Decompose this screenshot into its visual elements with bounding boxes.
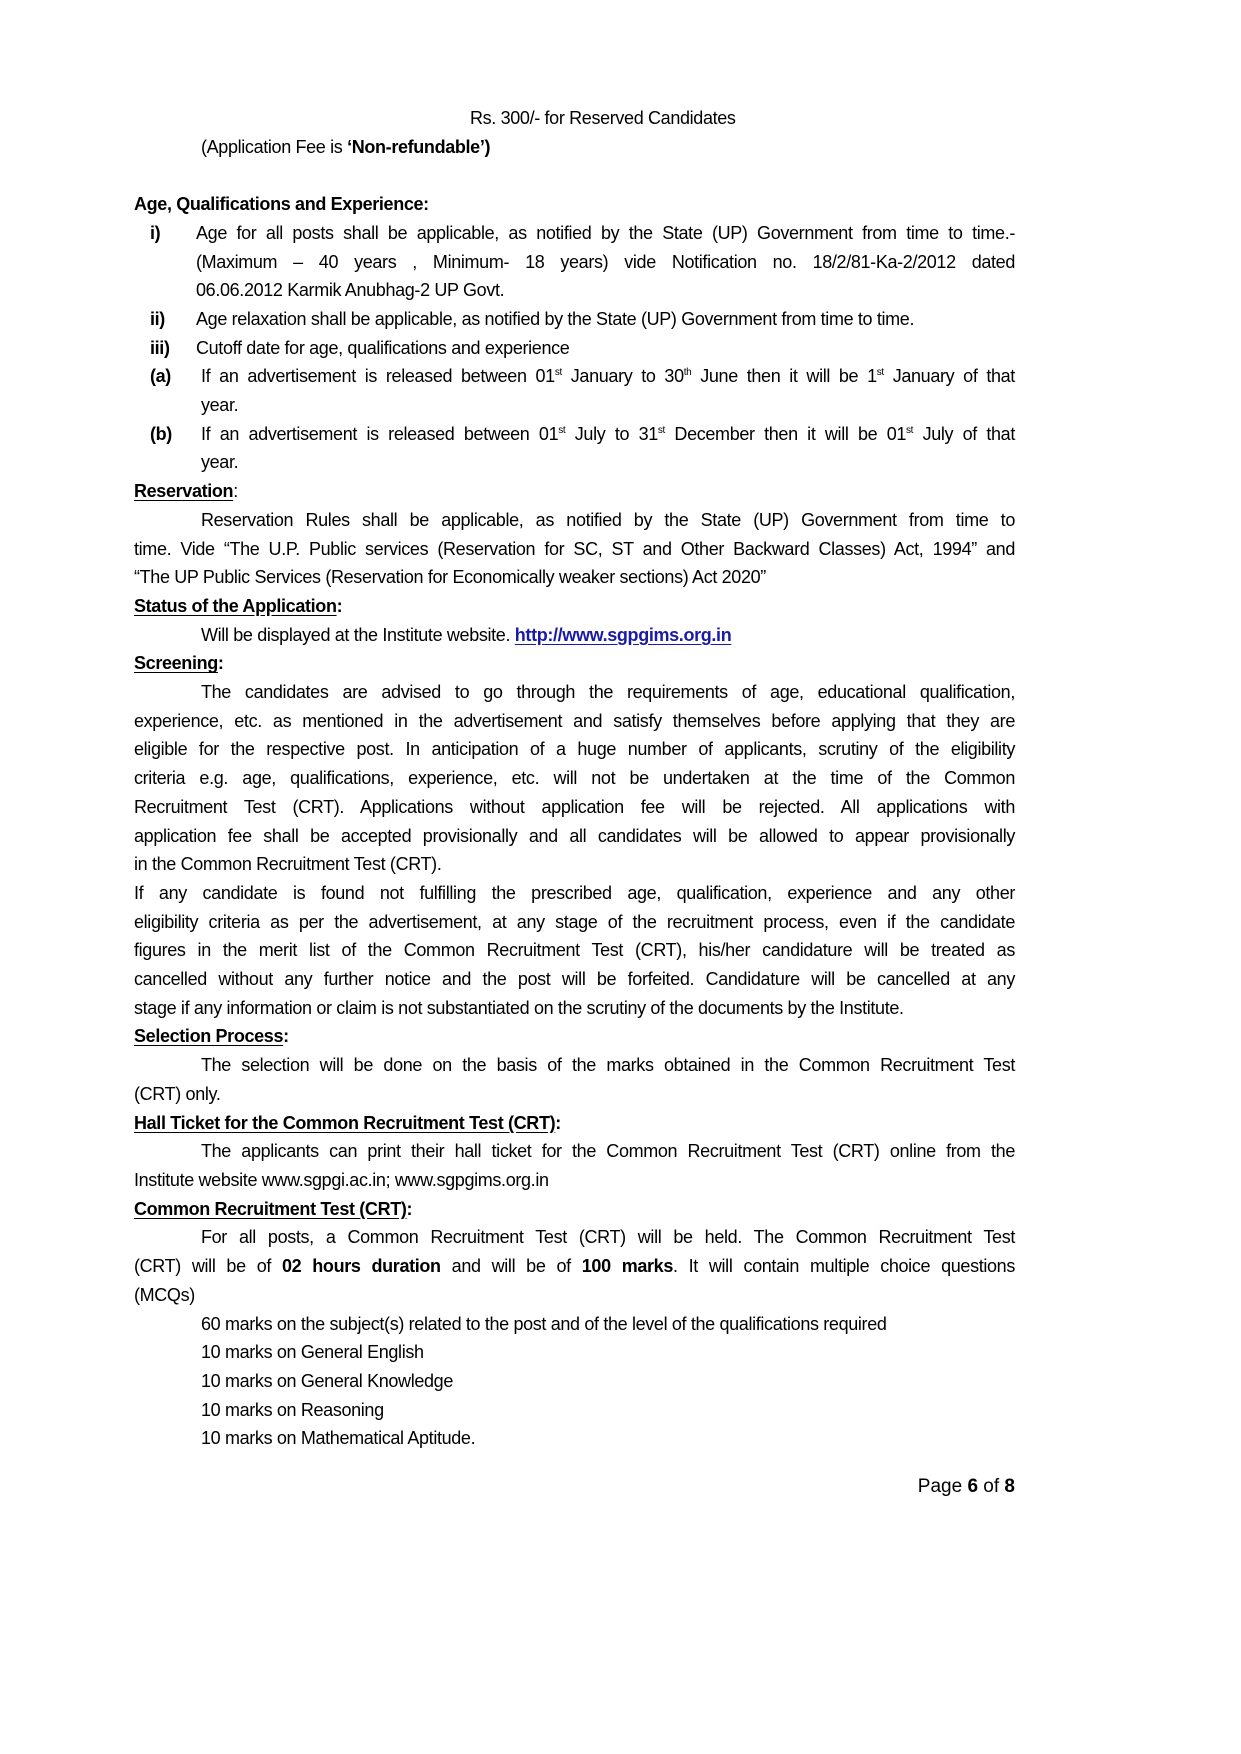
screening-text: cancelled without any further notice and the post will be forfeited. Candidature will be cancelled at any bbox=[134, 969, 1015, 990]
list-marker: i) bbox=[150, 222, 161, 243]
institute-website-link[interactable]: http://www.sgpgims.org.in bbox=[514, 624, 732, 645]
crt-text: (MCQs) bbox=[134, 1284, 195, 1305]
fee-reserved-line: Rs. 300/- for Reserved Candidates bbox=[470, 108, 736, 128]
ordinal: st bbox=[876, 367, 884, 379]
document-page bbox=[134, 104, 1015, 1453]
list-text: Cutoff date for age, qualifications and experience bbox=[196, 337, 570, 358]
marks-item: 60 marks on the subject(s) related to the post and of the level of the qualifications required bbox=[201, 1313, 887, 1334]
status-text-run: Will be displayed at the Institute website. bbox=[201, 624, 515, 645]
text-run: December then it will be 01 bbox=[664, 423, 907, 444]
list-marker: (b) bbox=[150, 423, 172, 444]
total-pages: 8 bbox=[1004, 1476, 1015, 1497]
selection-text: The selection will be done on the basis of the marks obtained in the Common Recruitment Test bbox=[201, 1055, 1015, 1076]
heading-colon: : bbox=[336, 595, 343, 616]
screening-heading: Screening bbox=[134, 653, 218, 674]
list-text: 06.06.2012 Karmik Anubhag-2 UP Govt. bbox=[196, 280, 505, 301]
screening-text: eligibility criteria as per the advertisement, at any stage of the recruitment process, even if the candidate bbox=[134, 911, 1015, 932]
text-run: and will be of bbox=[440, 1256, 582, 1277]
screening-text: Recruitment Test (CRT). Applications without application fee will be rejected. All applications with bbox=[134, 796, 1015, 817]
list-text bbox=[201, 420, 1015, 449]
hall-ticket-text: The applicants can print their hall ticket for the Common Recruitment Test (CRT) online from the bbox=[201, 1141, 1015, 1162]
current-page: 6 bbox=[967, 1476, 979, 1497]
fee-note bbox=[134, 133, 1015, 162]
cutoff-item-a bbox=[134, 362, 1015, 419]
crt-total-marks: 100 marks bbox=[581, 1256, 673, 1277]
hall-ticket-text: Institute website www.sgpgi.ac.in; www.sgpgims.org.in bbox=[134, 1170, 549, 1190]
list-text: year. bbox=[201, 452, 239, 473]
marks-item: 10 marks on General English bbox=[201, 1342, 424, 1363]
heading-colon: : bbox=[283, 1026, 289, 1047]
text-run: July to 31 bbox=[565, 423, 658, 444]
text-run: January to 30 bbox=[561, 366, 684, 387]
reservation-heading-row bbox=[134, 477, 1015, 506]
fee-note-prefix: (Application Fee is bbox=[201, 136, 348, 157]
heading-colon: : bbox=[555, 1112, 561, 1133]
marks-item: 10 marks on Mathematical Aptitude. bbox=[201, 1428, 476, 1449]
fee-non-refundable: ‘Non-refundable’) bbox=[347, 136, 491, 157]
age-item-ii bbox=[134, 305, 1015, 334]
age-item-i bbox=[134, 219, 1015, 305]
text-run: . It will contain multiple choice questions bbox=[673, 1256, 1015, 1277]
ordinal: st bbox=[554, 367, 562, 379]
screening-heading-row bbox=[134, 649, 1015, 678]
screening-text: figures in the merit list of the Common Recruitment Test (CRT), his/her candidature will be treated as bbox=[134, 940, 1015, 961]
reservation-text: Reservation Rules shall be applicable, as notified by the State (UP) Government from time to bbox=[201, 509, 1015, 530]
text-run: June then it will be 1 bbox=[691, 366, 877, 387]
list-text bbox=[201, 362, 1015, 391]
list-marker: ii) bbox=[150, 308, 165, 329]
hall-ticket-heading: Hall Ticket for the Common Recruitment Test (CRT) bbox=[134, 1112, 556, 1133]
list-text: year. bbox=[201, 395, 239, 416]
screening-text: If any candidate is found not fulfilling the prescribed age, qualification, experience and any other bbox=[134, 882, 1015, 903]
ordinal: th bbox=[683, 367, 692, 379]
reservation-text: “The UP Public Services (Reservation for Economically weaker sections) Act 2020” bbox=[134, 567, 766, 588]
marks-item: 10 marks on General Knowledge bbox=[201, 1370, 454, 1391]
heading-colon: : bbox=[217, 653, 224, 674]
screening-text: experience, etc. as mentioned in the advertisement and satisfy themselves before applying that they are bbox=[134, 710, 1015, 731]
selection-text: (CRT) only. bbox=[134, 1083, 221, 1104]
list-text: Age for all posts shall be applicable, as notified by the State (UP) Government from time to time.- bbox=[196, 222, 1015, 243]
list-text: (Maximum – 40 years , Minimum- 18 years) vide Notification no. 18/2/81-Ka-2/2012 dated bbox=[196, 251, 1015, 272]
heading-colon: : bbox=[406, 1198, 413, 1219]
cutoff-item-b bbox=[134, 420, 1015, 477]
screening-text: application fee shall be accepted provisionally and all candidates will be allowed to appear provisionally bbox=[134, 825, 1015, 846]
text-run: If an advertisement is released between 01 bbox=[201, 423, 559, 444]
list-marker: (a) bbox=[150, 366, 171, 387]
reservation-text: time. Vide “The U.P. Public services (Reservation for SC, ST and Other Backward Classes) Act, 1994” and bbox=[134, 538, 1015, 559]
ordinal: st bbox=[558, 424, 566, 436]
marks-breakdown-list bbox=[134, 1310, 1015, 1454]
crt-text: For all posts, a Common Recruitment Test (CRT) will be held. The Common Recruitment Test bbox=[201, 1227, 1015, 1248]
ordinal: st bbox=[906, 424, 914, 436]
text-run: July of that bbox=[913, 423, 1015, 444]
spacer bbox=[134, 161, 1015, 190]
page-of: of bbox=[978, 1476, 1005, 1497]
crt-heading: Common Recruitment Test (CRT) bbox=[134, 1198, 407, 1219]
text-run: (CRT) will be of bbox=[134, 1256, 282, 1277]
screening-text: The candidates are advised to go through the requirements of age, educational qualification, bbox=[201, 682, 1015, 703]
age-item-iii bbox=[134, 334, 1015, 363]
text-run: If an advertisement is released between 01 bbox=[201, 366, 555, 387]
screening-text: in the Common Recruitment Test (CRT). bbox=[134, 854, 442, 875]
selection-heading-row bbox=[134, 1022, 1015, 1051]
list-text: Age relaxation shall be applicable, as notified by the State (UP) Government from time to time. bbox=[196, 308, 915, 329]
reservation-heading: Reservation bbox=[134, 481, 234, 502]
heading-colon: : bbox=[233, 481, 238, 502]
marks-item: 10 marks on Reasoning bbox=[201, 1399, 384, 1420]
status-heading-row bbox=[134, 592, 1015, 621]
status-heading: Status of the Application bbox=[134, 595, 337, 616]
status-text bbox=[134, 621, 1015, 650]
ordinal: st bbox=[657, 424, 665, 436]
screening-text: criteria e.g. age, qualifications, experience, etc. will not be undertaken at the time of the Common bbox=[134, 768, 1015, 789]
screening-text: eligible for the respective post. In anticipation of a huge number of applicants, scrutiny of the eligibility bbox=[134, 739, 1015, 760]
page-prefix: Page bbox=[917, 1476, 968, 1497]
page-number bbox=[918, 1476, 1015, 1498]
crt-duration: 02 hours duration bbox=[282, 1256, 441, 1277]
age-heading: Age, Qualifications and Experience: bbox=[134, 194, 429, 215]
crt-heading-row bbox=[134, 1195, 1015, 1224]
list-marker: iii) bbox=[150, 337, 170, 358]
screening-text: stage if any information or claim is not substantiated on the scrutiny of the documents by the Institute. bbox=[134, 997, 904, 1018]
selection-heading: Selection Process bbox=[134, 1026, 284, 1047]
crt-text bbox=[134, 1252, 1015, 1281]
text-run: January of that bbox=[883, 366, 1015, 387]
hall-ticket-heading-row bbox=[134, 1109, 1015, 1138]
